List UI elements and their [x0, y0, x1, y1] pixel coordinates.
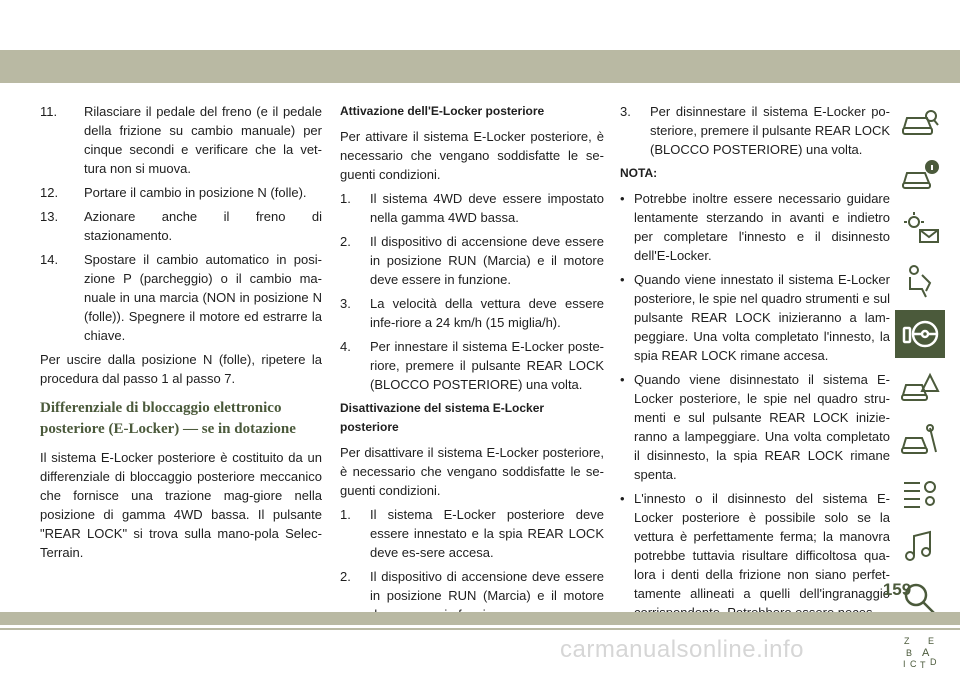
tab-index[interactable] [895, 628, 945, 676]
subheading: Disattivazione del sistema E-Locker posteriore [340, 401, 545, 434]
footer-line [0, 628, 960, 630]
list-item: 2. Il dispositivo di accensione deve essere in posizione RUN (Marcia) e il motore deve essere in funzione. [340, 234, 604, 287]
tab-multimedia[interactable] [895, 522, 945, 570]
car-wrench-icon [900, 422, 940, 458]
top-margin [0, 0, 960, 22]
bullet-item: • Quando viene innestato il sistema E-Locker posteriore, le spie nel quadro strumenti e sul pulsante REAR LOCK inizieranno a lam-peggiare. Una volta completato l'innesto, la spia REAR LOCK rimane accesa. [620, 272, 890, 363]
index-letter: Z [904, 636, 910, 646]
index-letter: D [930, 657, 937, 667]
list-item: 13. Azionare anche il freno di stazionamento. [40, 209, 322, 243]
list-item: 1. Il sistema E-Locker posteriore deve essere innestato e la spia REAR LOCK deve es-sere accesa. [340, 507, 604, 560]
bullet-item: • Quando viene disinnestato il sistema E-Locker posteriore, le spie nel quadro stru-menti e sul pulsante REAR LOCK inizie-ranno a lampeggiare. Una volta completato il disinnesto, la spia REAR LOCK rimane spenta. [620, 372, 890, 482]
list-item: 14. Spostare il cambio automatico in posi-zione P (parcheggio) o il cambio ma-nuale in una marcia (NON in posizione N (folle)). Spegnere il motore ed estrarre la chiave. [40, 252, 322, 343]
column-2 [340, 102, 604, 629]
index-letter: C [910, 659, 917, 669]
tab-car-hazard[interactable] [895, 363, 945, 411]
car-search-icon [900, 104, 940, 140]
paragraph: Il sistema E-Locker posteriore è costituito da un differenziale di bloccaggio posteriore meccanico che fornisce una trazione mag-giore nella posizione di gamma 4WD bassa. Il pulsante "REAR LOCK" si trova sulla mano-pola Selec-Terrain. [40, 450, 322, 560]
steering-wheel-icon [900, 316, 940, 352]
tab-list-gears[interactable] [895, 469, 945, 517]
index-letter: E [928, 636, 935, 646]
bullet-item: • Potrebbe inoltre essere necessario guidare lentamente sterzando in avanti e indietro per completare l'innesto e il disinnesto dell'E-Locker. [620, 191, 890, 263]
subheading: Attivazione dell'E-Locker posteriore [340, 104, 545, 118]
list-item: 2. Il dispositivo di accensione deve essere in posizione RUN (Marcia) e il motore [340, 569, 604, 603]
list-item: 3. Per disinnestare il sistema E-Locker po-steriore, premere il pulsante REAR LOCK (BLOCCO POSTERIORE) una volta. [620, 104, 890, 157]
alphabet-index-icon [900, 634, 940, 670]
list-gears-icon [900, 475, 940, 511]
paragraph: Per uscire dalla posizione N (folle), ripetere la procedura dal passo 1 al passo 7. [40, 352, 322, 386]
watermark: carmanualsonline.info [560, 636, 804, 663]
index-letter: I [903, 659, 906, 669]
tab-car-wrench[interactable] [895, 416, 945, 464]
list-item: 3. La velocità della vettura deve essere infe-riore a 24 km/h (15 miglia/h). [340, 296, 604, 330]
music-icon [900, 528, 940, 564]
car-hazard-icon [900, 369, 940, 405]
note-heading: NOTA: [620, 166, 658, 180]
tab-car-search[interactable] [895, 98, 945, 146]
warning-lights-message-icon [900, 210, 940, 246]
page-number: 159 [882, 580, 912, 599]
tab-warning-lights[interactable] [895, 204, 945, 252]
index-letter: A [922, 647, 930, 659]
column-1 [40, 102, 322, 567]
list-item: 12. Portare il cambio in posizione N (folle). [40, 185, 307, 200]
seat-airbag-icon [900, 263, 940, 299]
car-info-icon [900, 157, 940, 193]
tab-starting-operating[interactable] [895, 310, 945, 358]
bullet-item: • L'innesto o il disinnesto del sistema E-Locker posteriore è possibile solo se la vettura è perfettamente ferma; la manovra potrebbe tuttavia risultare difficoltosa qua-lora i denti della frizione non siano perfet-tamente allineati a quelli dell'ingranaggio [620, 491, 890, 601]
paragraph: Per disattivare il sistema E-Locker posteriore, è necessario che vengano soddisfatte le se-guenti condizioni. [340, 445, 604, 498]
header-bar [0, 50, 960, 83]
paragraph: Per attivare il sistema E-Locker posteriore, è necessario che vengano soddisfatte le se-guenti condizioni. [340, 129, 604, 182]
tab-car-info[interactable] [895, 151, 945, 199]
list-item: 4. Per innestare il sistema E-Locker poste-riore, premere il pulsante REAR LOCK (BLOCCO POSTERIORE) una volta. [340, 339, 604, 392]
index-letter: B [906, 648, 913, 658]
tab-seat-airbag[interactable] [895, 257, 945, 305]
footer-bar [0, 612, 960, 625]
index-letter: T [920, 660, 926, 670]
list-item: 11. Rilasciare il pedale del freno (e il pedale della frizione su cambio manuale) per cinque secondi e verificare che la vet-tura non si muova. [40, 104, 322, 176]
list-item: 1. Il sistema 4WD deve essere impostato nella gamma 4WD bassa. [340, 191, 604, 225]
column-3 [620, 102, 890, 627]
section-title: Differenziale di bloccaggio elettronico posteriore (E-Locker) — se in dotazione [40, 400, 296, 437]
